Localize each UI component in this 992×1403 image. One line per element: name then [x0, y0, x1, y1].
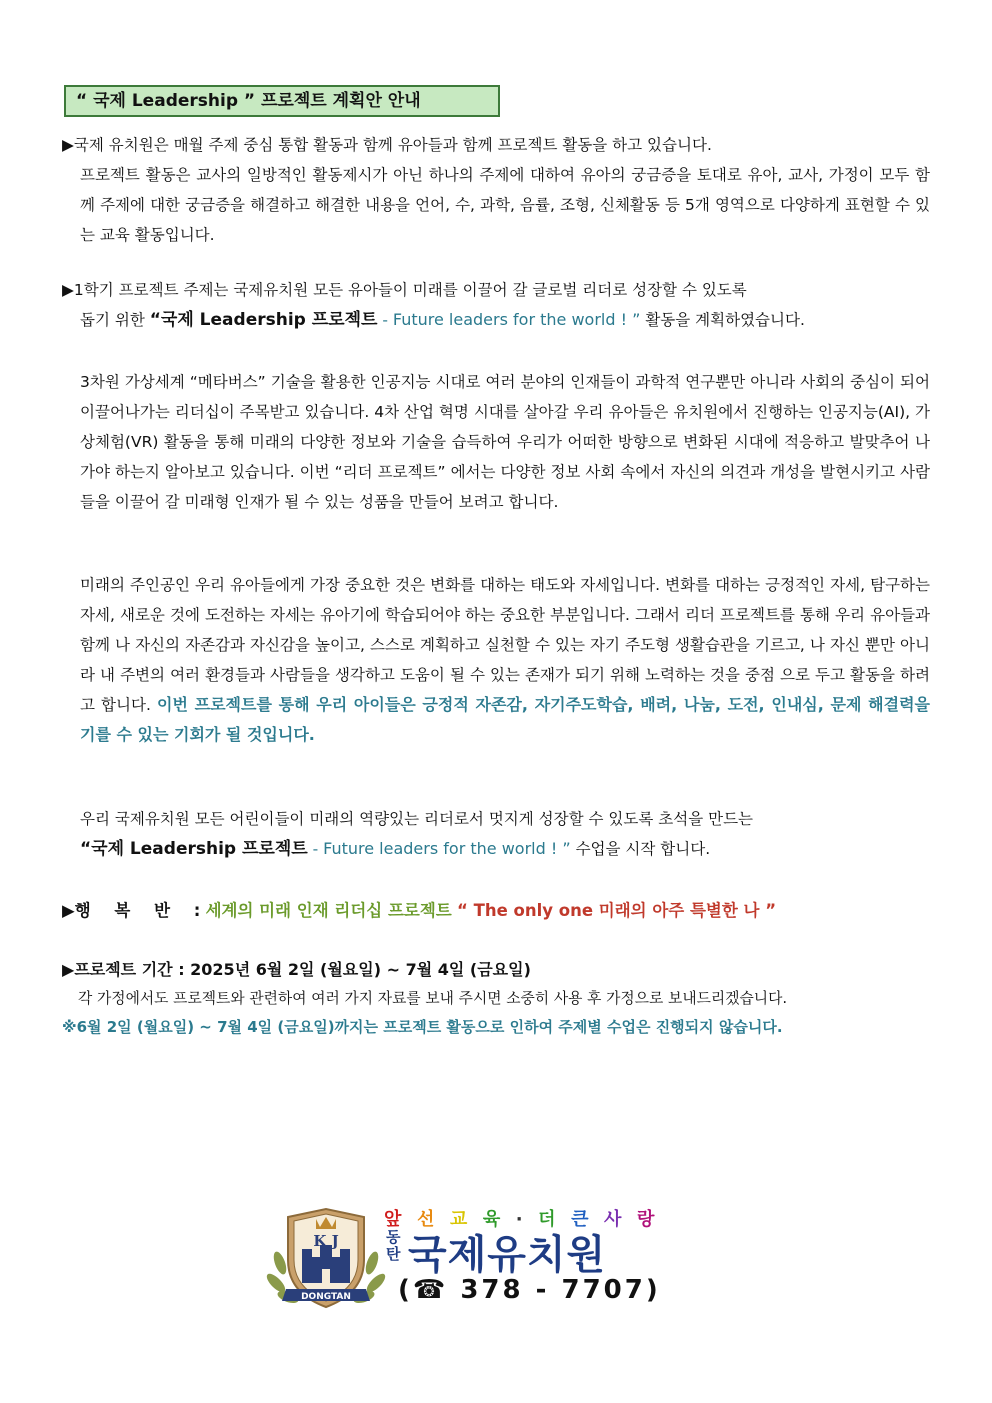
- topic-line2: [62, 305, 930, 335]
- motto-char: ·: [515, 1209, 524, 1230]
- motto-char: 교: [449, 1209, 469, 1230]
- metaverse-paragraph: 3차원 가상세계 “메타버스” 기술을 활용한 인공지능 시대로 여러 분야의 인재들이 과학적 연구뿐만 아니라 사회의 중심이 되어 이끌어나가는 리더십이 주목받고 있습니다. 4차 산업 혁명 시대를 살아갈 우리 유아들은 유치원에서 진행하는 인공지능(AI), 가상체험(VR) 활동을 통해 미래의 다양한 정보와 기술을 습득하여 우리가 어떠한 방향으로 변화된 시대에 적응하고 발맞추어 나가야 하는지 알아보고 있습니다. 이번 “리더 프로젝트” 에서는 다양한 정보 사회 속에서 자신의 의견과 개성을 발현시키고 사람들을 이끌어 갈 미래형 인재가 될 수 있는 성품을 만들어 보려고 합니다.: [80, 373, 930, 511]
- period-warning: ※6월 2일 (월요일) ~ 7월 4일 (금요일)까지는 프로젝트 활동으로 인하여 주제별 수업은 진행되지 않습니다.: [62, 1018, 783, 1036]
- logo-phone: (☎ 378 - 7707): [398, 1275, 661, 1305]
- project-name: “국제 Leadership 프로젝트: [149, 310, 378, 330]
- period-section: [62, 955, 930, 1041]
- period-note: 각 가정에서도 프로젝트와 관련하여 여러 가지 자료를 보내 주시면 소중히 사용 후 가정으로 보내드리겠습니다.: [78, 990, 788, 1007]
- logo-district: [386, 1229, 401, 1263]
- topic-paragraph: [62, 275, 930, 335]
- motto-char: 선: [416, 1209, 436, 1230]
- topic-post: 활동을 계획하였습니다.: [640, 311, 805, 329]
- attitude-highlight: 이번 프로젝트를 통해 우리 아이들은 긍정적 자존감, 자기주도학습, 배려, 나눔, 도전, 인내심, 문제 해결력을 기를 수 있는 기회가 될 것입니다.: [80, 695, 930, 744]
- page-title: “ 국제 Leadership ” 프로젝트 계획안 안내: [64, 85, 500, 117]
- crest-letters: K J: [313, 1232, 339, 1250]
- project-name: “국제 Leadership 프로젝트: [80, 839, 308, 859]
- bullet-icon: ▶: [62, 136, 74, 154]
- topic-pre: 돕기 위한: [80, 311, 150, 329]
- district-top: 동: [386, 1228, 401, 1246]
- class-label: 행 복 반 :: [74, 901, 201, 920]
- motto-char: 큰: [571, 1209, 590, 1230]
- attitude-paragraph: [80, 570, 930, 750]
- motto-char: 앞: [384, 1209, 403, 1230]
- bullet-icon: ▶: [62, 960, 75, 979]
- project-slogan: Future leaders for the world ! ”: [323, 839, 571, 858]
- project-slogan: Future leaders for the world ! ”: [392, 310, 641, 329]
- dash: -: [307, 840, 324, 858]
- start-line1: 우리 국제유치원 모든 어린이들이 미래의 역량있는 리더로서 멋지게 성장할 수 있도록 초석을 만드는: [80, 810, 754, 828]
- bullet-icon: ▶: [62, 281, 74, 299]
- motto-char: 더: [538, 1209, 557, 1230]
- class-project: 세계의 미래 인재 리더십 프로젝트: [205, 901, 452, 920]
- start-paragraph: [80, 804, 930, 864]
- class-theme: “ The only one 미래의 아주 특별한 나 ”: [456, 901, 777, 920]
- period-label-line: [62, 955, 930, 985]
- dash: -: [377, 311, 393, 329]
- attitude-text: 미래의 주인공인 우리 유아들에게 가장 중요한 것은 변화를 대하는 태도와 자세입니다. 변화를 대하는 긍정적인 자세, 탐구하는 자세, 새로운 것에 도전하는 자세는 유아기에 학습되어야 하는 중요한 부분입니다. 그래서 리더 프로젝트를 통해 우리 유아들과 함께 나 자신의 자존감과 자신감을 높이고, 스스로 계획하고 실천할 수 있는 자기 주도형 생활습관을 기르고, 나 자신 뿐만 아니라 내 주변의 여러 환경들과 사람들을 생각하고 도움이 될 수 있는 존재가 되기 위해 노력하는 것을 중점 으로 두고 활동을 하려고 합니다.: [80, 576, 930, 714]
- motto-char: 랑: [636, 1209, 656, 1230]
- intro-paragraph: [62, 130, 930, 250]
- class-line: [62, 896, 930, 926]
- start-post: 수업을 시작 합니다.: [570, 840, 711, 858]
- motto-char: 육: [482, 1209, 502, 1230]
- period-label: 프로젝트 기간 : 2025년 6월 2일 (월요일) ~ 7월 4일 (금요일): [74, 960, 531, 979]
- district-bottom: 탄: [386, 1245, 401, 1263]
- topic-line1: 1학기 프로젝트 주제는 국제유치원 모든 유아들이 미래를 이끌어 갈 글로벌 리더로 성장할 수 있도록: [73, 281, 747, 299]
- logo-name: 국제유치원: [408, 1232, 607, 1278]
- castle-icon: [302, 1245, 350, 1283]
- motto-char: 사: [604, 1209, 623, 1230]
- intro-line1: 국제 유치원은 매월 주제 중심 통합 활동과 함께 유아들과 함께 프로젝트 활동을 하고 있습니다.: [73, 136, 712, 154]
- crest-banner-text: DONGTAN: [301, 1292, 351, 1302]
- start-line2: [80, 834, 930, 864]
- bullet-icon: ▶: [62, 901, 75, 920]
- intro-rest: 프로젝트 활동은 교사의 일방적인 활동제시가 아닌 하나의 주제에 대하여 유아의 궁금증을 토대로 유아, 교사, 가정이 모두 함께 주제에 대한 궁금증을 해결하고 해결한 내용을 언어, 수, 과학, 음률, 조형, 신체활동 등 5개 영역으로 다양하게 표현할 수 있는 교육 활동입니다.: [80, 166, 930, 244]
- kindergarten-logo: [266, 1205, 696, 1315]
